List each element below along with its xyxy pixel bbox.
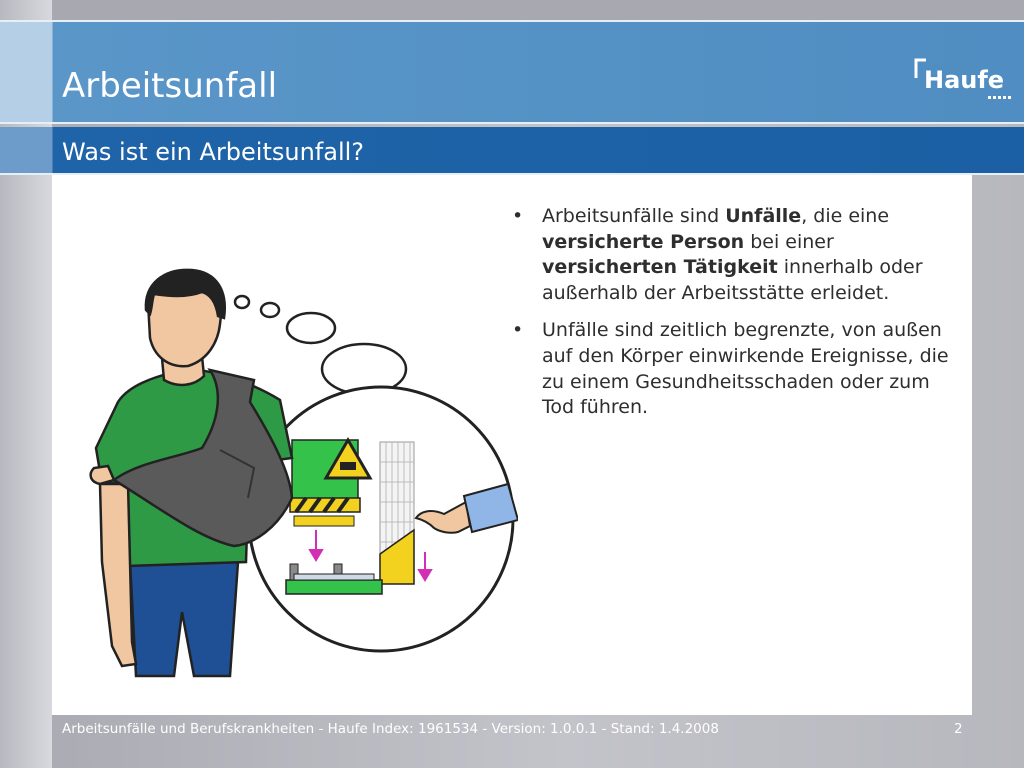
bullet-glyph: •	[512, 319, 524, 342]
bullet-seg: Unfälle sind zeitlich begrenzte, von außen auf den Körper einwirkende Ereignisse, die zu einem Gesundheitsschaden oder zum Tod führen.	[542, 319, 949, 419]
bullet-seg: innerhalb oder außerhalb der Arbeitsstätte erleidet.	[542, 256, 923, 304]
haufe-logo	[912, 56, 1012, 106]
bullet-seg: Arbeitsunfälle sind	[542, 205, 726, 227]
footer-text: Arbeitsunfälle und Berufskrankheiten - Haufe Index: 1961534 - Version: 1.0.0.1 - Stand: 1.4.2008	[62, 721, 719, 737]
bullet-seg-bold: Unfälle	[725, 205, 802, 227]
bullet-seg: bei einer	[744, 230, 834, 253]
bullet-seg-bold: versicherten Tätigkeit	[542, 256, 778, 279]
thought-bubbles	[235, 296, 406, 394]
worker-figure	[91, 270, 292, 676]
top-decor-strip	[52, 0, 1024, 20]
page-number: 2	[954, 721, 963, 737]
bullet-item	[512, 204, 952, 306]
slide-title: Arbeitsunfall	[62, 66, 278, 106]
bullet-list	[512, 204, 952, 433]
bullet-seg: , die eine	[801, 205, 890, 227]
bullet-glyph: •	[512, 205, 524, 227]
bullet-item	[512, 318, 952, 420]
logo-text: Haufe	[924, 66, 1005, 94]
pants	[130, 562, 238, 676]
injured-worker-illustration	[78, 262, 518, 682]
bullet-seg-bold: versicherte Person	[542, 230, 745, 253]
slide-subtitle: Was ist ein Arbeitsunfall?	[62, 138, 365, 166]
